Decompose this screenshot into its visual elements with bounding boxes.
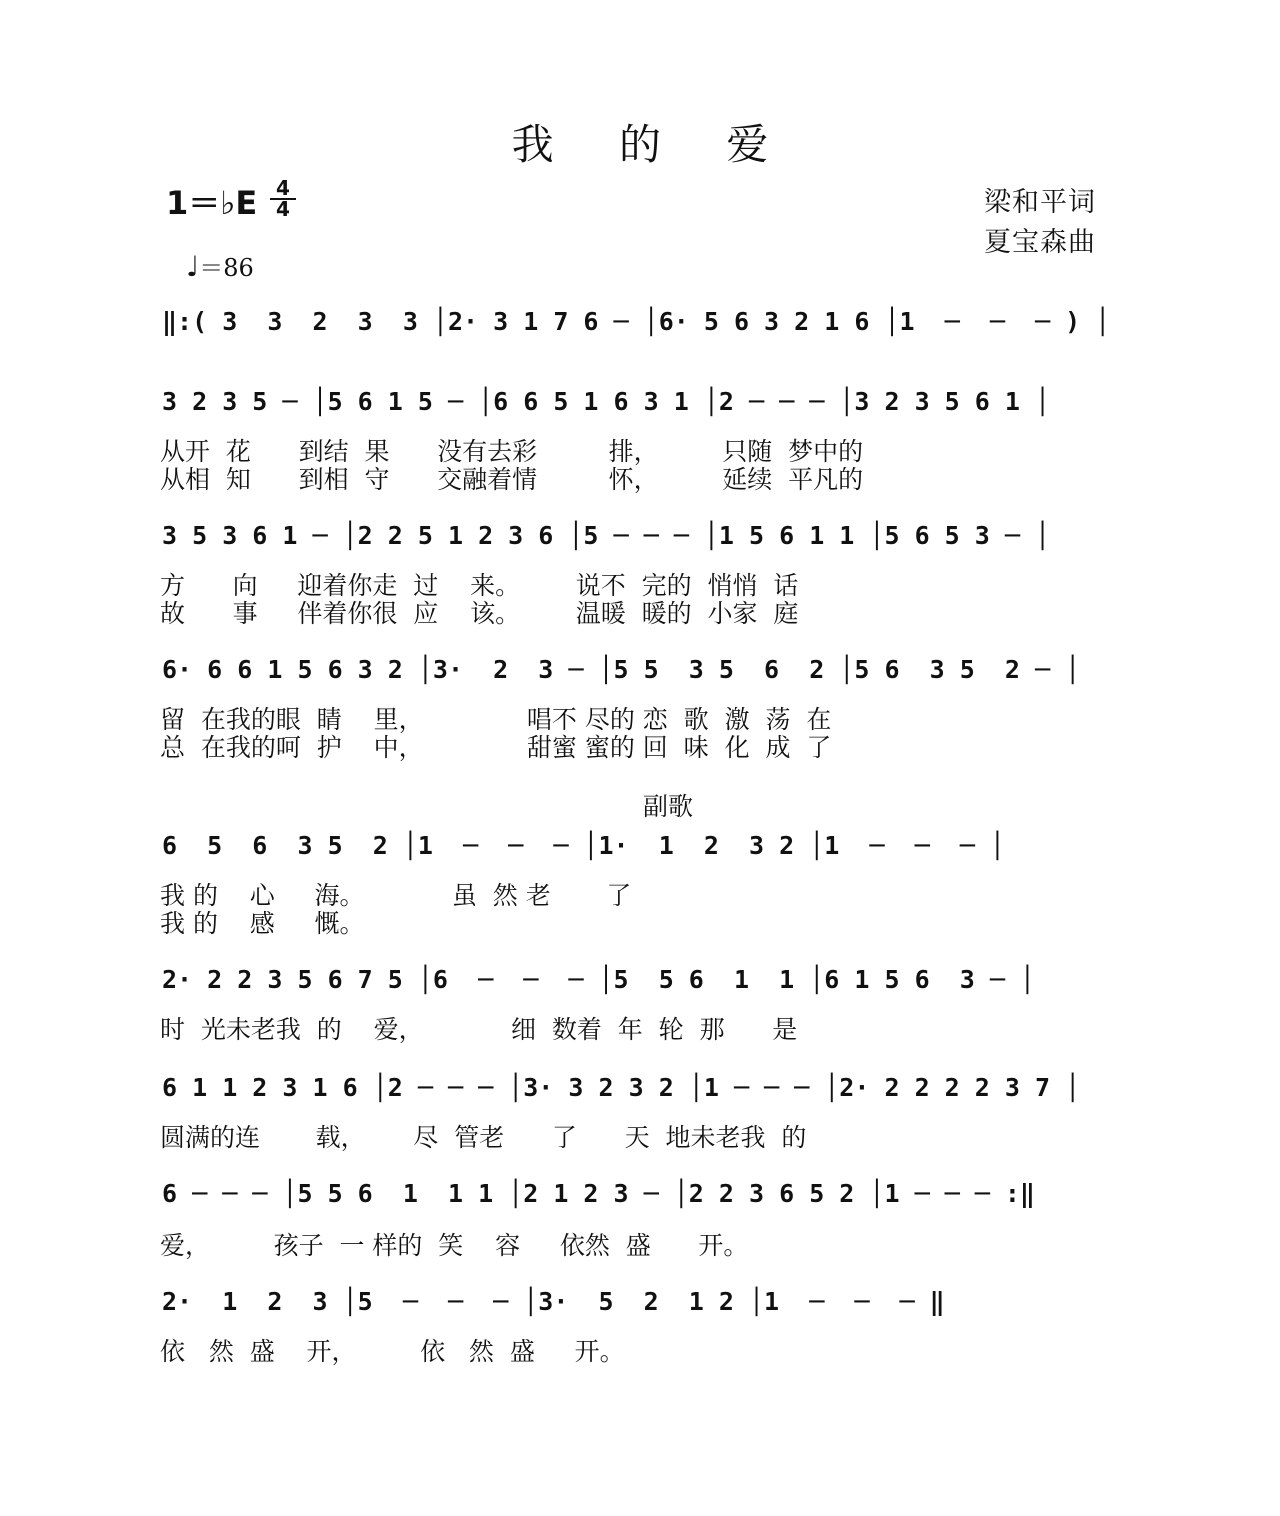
system-2-lyrics-verse-2: 从相 知 到相 守 交融着情 怀， 延续 平凡的	[160, 465, 864, 494]
system-2-notes: 3 2 3 5 ─ │5 6 1 5 ─ │6 6 5 1 6 3 1 │2 ─ ─ ─ │3 2 3 5 6 1 │	[162, 387, 1051, 416]
system-1-notes: ‖:( 3 3 2 3 3 │2· 3 1 7 6 ─ │6· 5 6 3 2 1 6 │1 ─ ─ ─ ) │	[162, 307, 1111, 336]
system-3-lyrics-verse-1: 方 向 迎着你走 过 来。 说不 完的 悄悄 话	[160, 571, 799, 600]
system-8-notes: 6 ─ ─ ─ │5 5 6 1 1 1 │2 1 2 3 ─ │2 2 3 6 5 2 │1 ─ ─ ─ :‖	[162, 1179, 1035, 1208]
system-7-lyrics-verse-1: 圆满的连 载， 尽 管老 了 天 地未老我 的	[160, 1123, 807, 1152]
system-3-notes: 3 5 3 6 1 ─ │2 2 5 1 2 3 6 │5 ─ ─ ─ │1 5 6 1 1 │5 6 5 3 ─ │	[162, 521, 1051, 550]
system-2-lyrics-verse-1: 从开 花 到结 果 没有去彩 排， 只随 梦中的	[160, 437, 864, 466]
quarter-note-icon: ♩	[186, 250, 200, 283]
time-signature-top: 4	[276, 176, 290, 200]
system-8-lyrics-verse-1: 爱， 孩子 一 样的 笑 容 依然 盛 开。	[160, 1231, 749, 1260]
system-9-lyrics-verse-1: 依 然 盛 开， 依 然 盛 开。	[160, 1337, 625, 1366]
chorus-label: 副歌	[643, 792, 694, 821]
tempo-value: ＝86	[199, 254, 254, 282]
system-5-notes: 6 5 6 3 5 2 │1 ─ ─ ─ │1· 1 2 3 2 │1 ─ ─ ─ │	[162, 831, 1005, 860]
time-signature	[270, 176, 296, 221]
system-6-notes: 2· 2 2 3 5 6 7 5 │6 ─ ─ ─ │5 5 6 1 1 │6 1 5 6 3 ─ │	[162, 965, 1035, 994]
composer-credit: 夏宝森曲	[984, 227, 1096, 258]
tempo-marking	[186, 248, 254, 283]
system-6-lyrics-verse-1: 时 光未老我 的 爱， 细 数着 年 轮 那 是	[160, 1015, 798, 1044]
key-signature: 1＝♭E	[166, 184, 258, 222]
song-title: 我 的 爱	[511, 120, 795, 169]
system-9-notes: 2· 1 2 3 │5 ─ ─ ─ │3· 5 2 1 2 │1 ─ ─ ─ ‖	[162, 1287, 945, 1316]
lyricist-credit: 梁和平词	[984, 187, 1096, 218]
system-5-lyrics-verse-1: 我 的 心 海。 虽 然 老 了	[160, 881, 632, 910]
time-signature-bottom: 4	[276, 197, 290, 221]
system-4-lyrics-verse-2: 总 在我的呵 护 中， 甜蜜 蜜的 回 味 化 成 了	[160, 733, 832, 762]
system-3-lyrics-verse-2: 故 事 伴着你很 应 该。 温暖 暖的 小家 庭	[160, 599, 799, 628]
system-7-notes: 6 1 1 2 3 1 6 │2 ─ ─ ─ │3· 3 2 3 2 │1 ─ ─ ─ │2· 2 2 2 2 3 7 │	[162, 1073, 1081, 1102]
system-5-lyrics-verse-2: 我 的 感 慨。	[160, 909, 365, 938]
system-4-lyrics-verse-1: 留 在我的眼 睛 里， 唱不 尽的 恋 歌 激 荡 在	[160, 705, 832, 734]
system-4-notes: 6· 6 6 1 5 6 3 2 │3· 2 3 ─ │5 5 3 5 6 2 │5 6 3 5 2 ─ │	[162, 655, 1081, 684]
